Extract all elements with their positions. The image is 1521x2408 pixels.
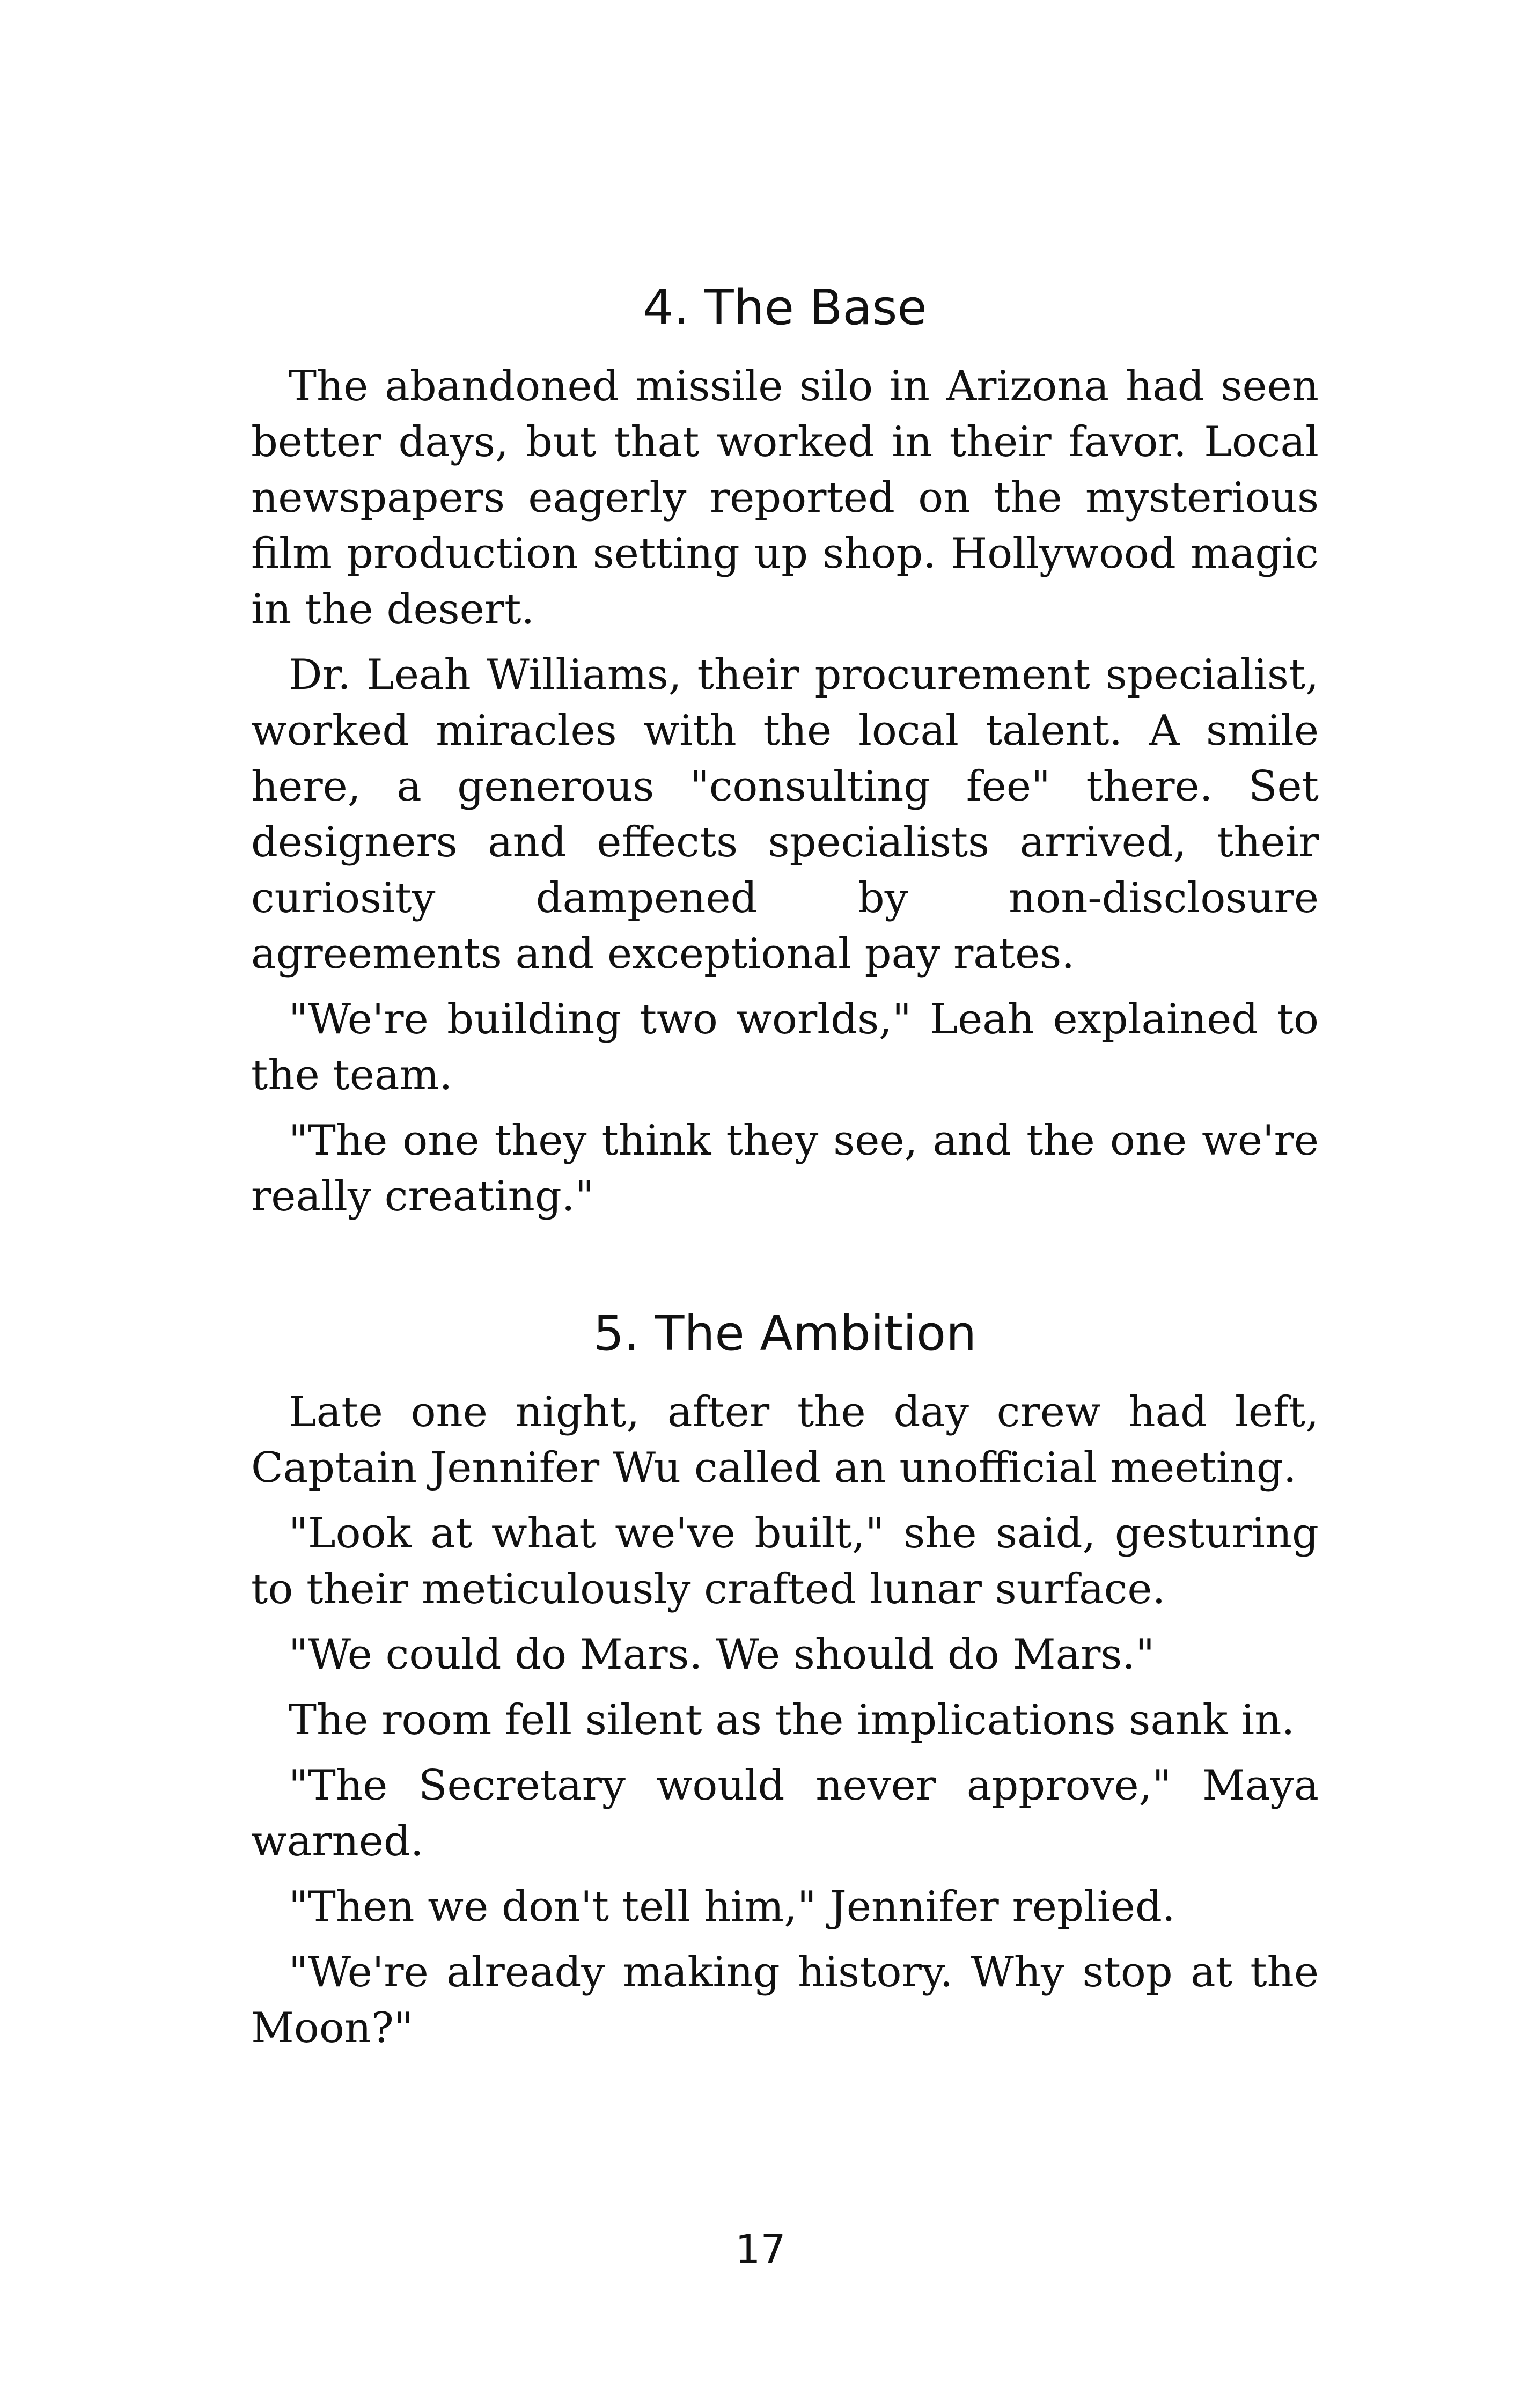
paragraph: The abandoned missile silo in Arizona had seen better days, but that worked in their favor. Local newspapers eagerly reported on the mysterious film production setting up shop. Hollywood magic in the desert. (251, 362, 1319, 634)
paragraph: Dr. Leah Williams, their procurement specialist, worked miracles with the local talent. A smile here, a generous "consulting fee" there. Set designers and effects specialists arrived, their curiosity dampened by non-disclosure agreements and exceptional pay rates. (251, 651, 1319, 978)
chapter-title: 4. The Base (643, 280, 927, 336)
paragraph: "We're building two worlds," Leah explained to the team. (251, 995, 1319, 1099)
paragraph: "We could do Mars. We should do Mars." (289, 1631, 1155, 1679)
paragraph: Late one night, after the day crew had left, Captain Jennifer Wu called an unofficial meeting. (251, 1388, 1319, 1492)
chapter-title: 5. The Ambition (593, 1305, 977, 1362)
paragraph: The room fell silent as the implications sank in. (289, 1696, 1295, 1744)
page-number: 17 (735, 2227, 786, 2273)
paragraph: "The Secretary would never approve," Maya warned. (251, 1761, 1319, 1866)
paragraph: "The one they think they see, and the one we're really creating." (251, 1117, 1319, 1221)
paragraph: "Look at what we've built," she said, gesturing to their meticulously crafted lunar surface. (251, 1509, 1319, 1613)
paragraph: "We're already making history. Why stop at the Moon?" (251, 1948, 1319, 2052)
page-content (251, 279, 1319, 2066)
paragraph: "Then we don't tell him," Jennifer replied. (289, 1883, 1175, 1931)
